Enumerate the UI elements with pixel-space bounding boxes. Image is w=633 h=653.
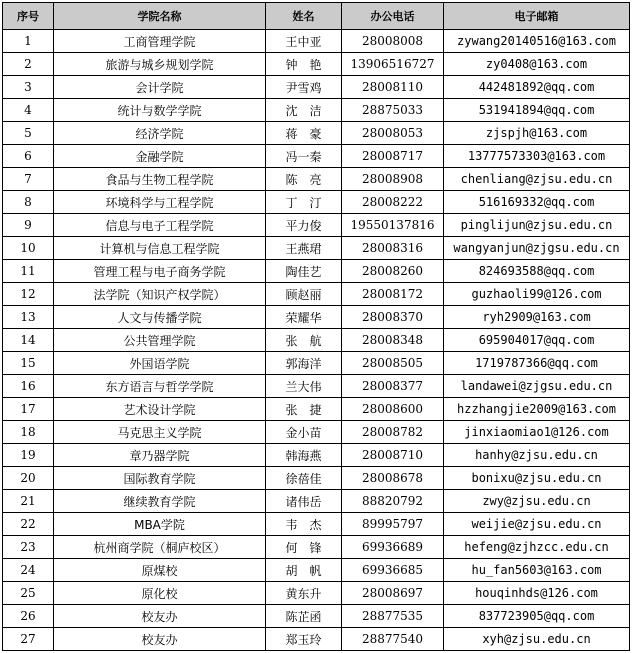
cell-name: 钟 艳 [266,53,342,76]
table-row [3,444,630,467]
table-row [3,513,630,536]
table-row [3,122,630,145]
table-row [3,559,630,582]
cell-phone: 28008377 [342,375,444,398]
cell-college: 信息与电子工程学院 [54,214,266,237]
cell-phone: 28008008 [342,30,444,53]
cell-college: 食品与生物工程学院 [54,168,266,191]
cell-index: 3 [3,76,54,99]
cell-email: xyh@zjsu.edu.cn [444,628,630,651]
cell-college: 环境科学与工程学院 [54,191,266,214]
cell-name: 顾赵丽 [266,283,342,306]
table-row [3,490,630,513]
table-body [3,30,630,651]
cell-email: 442481892@qq.com [444,76,630,99]
cell-phone: 28008053 [342,122,444,145]
cell-phone: 28008505 [342,352,444,375]
table-row [3,168,630,191]
cell-name: 何 锋 [266,536,342,559]
cell-email: wangyanjun@zjgsu.edu.cn [444,237,630,260]
cell-email: 1719787366@qq.com [444,352,630,375]
cell-email: houqinhds@126.com [444,582,630,605]
cell-phone: 28008600 [342,398,444,421]
cell-email: 13777573303@163.com [444,145,630,168]
cell-college: 杭州商学院（桐庐校区） [54,536,266,559]
cell-email: 837723905@qq.com [444,605,630,628]
cell-index: 8 [3,191,54,214]
cell-phone: 89995797 [342,513,444,536]
table-row [3,214,630,237]
table-row [3,76,630,99]
table-row [3,352,630,375]
cell-email: bonixu@zjsu.edu.cn [444,467,630,490]
cell-college: 人文与传播学院 [54,306,266,329]
header-phone: 办公电话 [342,3,444,30]
cell-phone: 28875033 [342,99,444,122]
cell-college: 统计与数学学院 [54,99,266,122]
cell-index: 20 [3,467,54,490]
cell-name: 黄东升 [266,582,342,605]
cell-name: 金小苗 [266,421,342,444]
cell-college: MBA学院 [54,513,266,536]
table-row [3,306,630,329]
cell-index: 15 [3,352,54,375]
cell-phone: 28008710 [342,444,444,467]
cell-email: zjspjh@163.com [444,122,630,145]
cell-email: hefeng@zjhzcc.edu.cn [444,536,630,559]
cell-college: 经济学院 [54,122,266,145]
cell-college: 章乃器学院 [54,444,266,467]
cell-index: 21 [3,490,54,513]
cell-name: 王燕珺 [266,237,342,260]
cell-index: 11 [3,260,54,283]
cell-name: 胡 帆 [266,559,342,582]
cell-name: 王中亚 [266,30,342,53]
cell-index: 2 [3,53,54,76]
cell-index: 24 [3,559,54,582]
cell-phone: 28008370 [342,306,444,329]
cell-college: 原煤校 [54,559,266,582]
cell-index: 17 [3,398,54,421]
cell-name: 陈 亮 [266,168,342,191]
cell-name: 尹雪鸡 [266,76,342,99]
table-row [3,237,630,260]
table-row [3,467,630,490]
header-index: 序号 [3,3,54,30]
cell-phone: 88820792 [342,490,444,513]
cell-email: hzzhangjie2009@163.com [444,398,630,421]
table-row [3,260,630,283]
cell-name: 张 航 [266,329,342,352]
table-header-row [3,3,630,30]
cell-index: 7 [3,168,54,191]
cell-phone: 28008172 [342,283,444,306]
cell-index: 10 [3,237,54,260]
table-row [3,145,630,168]
cell-email: 531941894@qq.com [444,99,630,122]
cell-name: 荣耀华 [266,306,342,329]
cell-name: 冯一秦 [266,145,342,168]
table-row [3,30,630,53]
cell-email: zywang20140516@163.com [444,30,630,53]
cell-phone: 69936685 [342,559,444,582]
table-row [3,53,630,76]
cell-email: 516169332@qq.com [444,191,630,214]
cell-college: 艺术设计学院 [54,398,266,421]
cell-college: 继续教育学院 [54,490,266,513]
cell-name: 韩海燕 [266,444,342,467]
cell-phone: 28008717 [342,145,444,168]
cell-index: 4 [3,99,54,122]
cell-phone: 28877535 [342,605,444,628]
cell-email: guzhaoli99@126.com [444,283,630,306]
cell-name: 沈 洁 [266,99,342,122]
cell-index: 16 [3,375,54,398]
cell-index: 18 [3,421,54,444]
cell-name: 兰大伟 [266,375,342,398]
table-row [3,191,630,214]
cell-index: 14 [3,329,54,352]
cell-college: 金融学院 [54,145,266,168]
cell-college: 管理工程与电子商务学院 [54,260,266,283]
table-row [3,283,630,306]
cell-phone: 28008678 [342,467,444,490]
cell-college: 国际教育学院 [54,467,266,490]
cell-index: 27 [3,628,54,651]
cell-email: ryh2909@163.com [444,306,630,329]
contacts-table [2,2,630,651]
cell-college: 马克思主义学院 [54,421,266,444]
cell-college: 校友办 [54,628,266,651]
cell-index: 1 [3,30,54,53]
cell-name: 张 捷 [266,398,342,421]
table-row [3,421,630,444]
cell-email: 824693588@qq.com [444,260,630,283]
cell-email: chenliang@zjsu.edu.cn [444,168,630,191]
cell-college: 法学院（知识产权学院） [54,283,266,306]
cell-college: 外国语学院 [54,352,266,375]
cell-name: 郑玉玲 [266,628,342,651]
cell-email: weijie@zjsu.edu.cn [444,513,630,536]
header-name: 姓名 [266,3,342,30]
cell-name: 徐蓓佳 [266,467,342,490]
table-row [3,536,630,559]
cell-name: 陈芷函 [266,605,342,628]
cell-phone: 28008260 [342,260,444,283]
cell-college: 计算机与信息工程学院 [54,237,266,260]
cell-phone: 28008316 [342,237,444,260]
cell-phone: 19550137816 [342,214,444,237]
table-row [3,375,630,398]
table-row [3,99,630,122]
cell-phone: 28008782 [342,421,444,444]
cell-index: 26 [3,605,54,628]
cell-phone: 69936689 [342,536,444,559]
table-row [3,398,630,421]
cell-college: 校友办 [54,605,266,628]
cell-email: 695904017@qq.com [444,329,630,352]
cell-index: 6 [3,145,54,168]
cell-index: 19 [3,444,54,467]
cell-phone: 28008348 [342,329,444,352]
cell-email: pinglijun@zjsu.edu.cn [444,214,630,237]
cell-college: 旅游与城乡规划学院 [54,53,266,76]
table-row [3,582,630,605]
cell-email: zwy@zjsu.edu.cn [444,490,630,513]
cell-email: hu_fan5603@163.com [444,559,630,582]
cell-phone: 28877540 [342,628,444,651]
cell-phone: 13906516727 [342,53,444,76]
table-row [3,605,630,628]
cell-index: 23 [3,536,54,559]
cell-index: 25 [3,582,54,605]
cell-college: 公共管理学院 [54,329,266,352]
cell-name: 郭海洋 [266,352,342,375]
cell-name: 蒋 豪 [266,122,342,145]
cell-name: 陶佳艺 [266,260,342,283]
cell-name: 丁 汀 [266,191,342,214]
header-email: 电子邮箱 [444,3,630,30]
cell-college: 东方语言与哲学学院 [54,375,266,398]
cell-phone: 28008697 [342,582,444,605]
cell-phone: 28008908 [342,168,444,191]
cell-name: 平力俊 [266,214,342,237]
cell-email: jinxiaomiao1@126.com [444,421,630,444]
table-row [3,329,630,352]
table-row [3,628,630,651]
cell-email: zy0408@163.com [444,53,630,76]
cell-email: hanhy@zjsu.edu.cn [444,444,630,467]
cell-phone: 28008222 [342,191,444,214]
cell-name: 韦 杰 [266,513,342,536]
header-college: 学院名称 [54,3,266,30]
cell-index: 12 [3,283,54,306]
cell-name: 诸伟岳 [266,490,342,513]
cell-email: landawei@zjgsu.edu.cn [444,375,630,398]
cell-college: 会计学院 [54,76,266,99]
cell-college: 原化校 [54,582,266,605]
cell-phone: 28008110 [342,76,444,99]
cell-college: 工商管理学院 [54,30,266,53]
cell-index: 13 [3,306,54,329]
cell-index: 22 [3,513,54,536]
cell-index: 9 [3,214,54,237]
cell-index: 5 [3,122,54,145]
